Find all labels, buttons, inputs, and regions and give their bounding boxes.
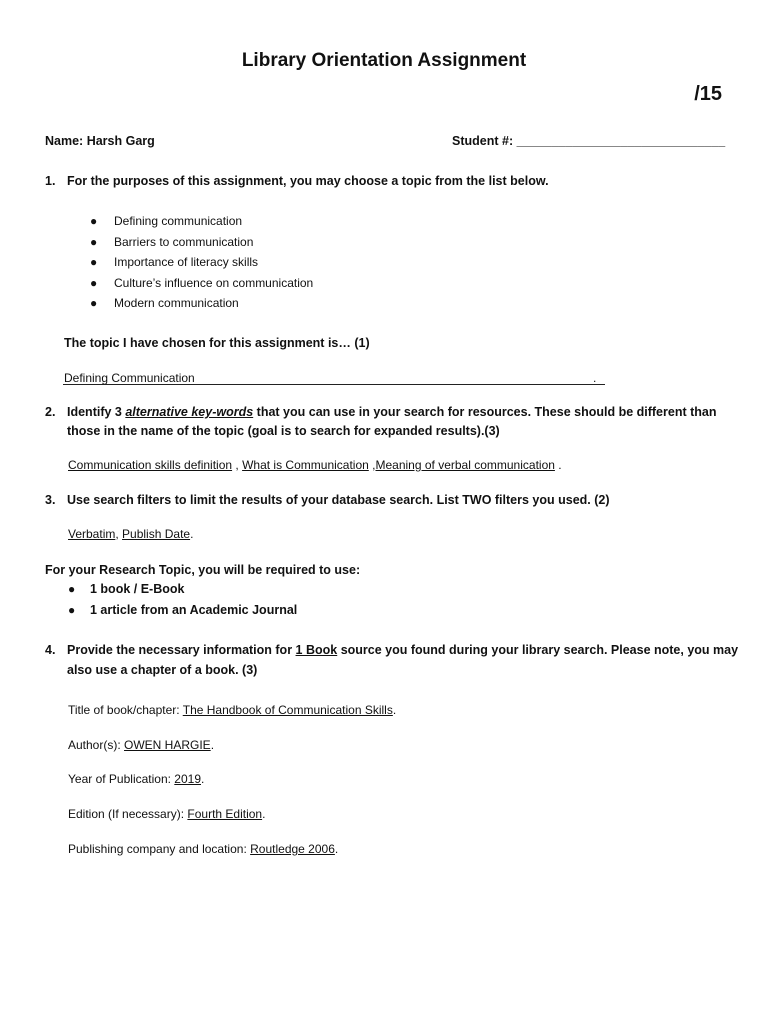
field-value: OWEN HARGIE [124, 738, 211, 752]
bullet-icon: ● [68, 603, 76, 617]
bullet-icon: ● [90, 255, 98, 269]
filter-answer: Publish Date [122, 527, 191, 541]
bullet-icon: ● [90, 276, 98, 290]
keyword-answer: What is Communication [242, 458, 369, 472]
list-item: ● Modern communication [90, 296, 239, 310]
bullet-icon: ● [90, 235, 98, 249]
list-item: ● Defining communication [90, 214, 243, 228]
question-number: 2. [45, 405, 56, 419]
bullet-icon: ● [68, 582, 76, 596]
topic-answer-end: . [593, 371, 597, 385]
topic-answer[interactable] [64, 371, 195, 385]
student-label: Student #: [452, 134, 514, 148]
answer-underline [63, 384, 605, 385]
field-edition[interactable]: Edition (If necessary): Fourth Edition. [68, 807, 266, 821]
field-value: Fourth Edition [187, 807, 263, 821]
field-authors[interactable]: Author(s): OWEN HARGIE. [68, 738, 215, 752]
field-label: Edition (If necessary): [68, 807, 188, 821]
question-1-text: For the purposes of this assignment, you may choose a topic from the list below. [67, 174, 549, 188]
filter-answer: Verbatim [68, 527, 116, 541]
field-label: Year of Publication: [68, 772, 175, 786]
question-1 [45, 174, 549, 188]
list-item: ● Barriers to communication [90, 235, 254, 249]
book-emphasis: 1 Book [295, 643, 338, 657]
question-3-text: Use search filters to limit the results of your database search. List TWO filters you used. (2) [67, 493, 610, 507]
field-label: Title of book/chapter: [68, 703, 183, 717]
question-number: 1. [45, 174, 56, 188]
list-item: ● Culture’s influence on communication [90, 276, 314, 290]
question-3 [45, 493, 610, 507]
question-number: 4. [45, 643, 56, 657]
keyword-emphasis: alternative key-words [125, 405, 254, 419]
student-number-blank[interactable]: ______________________________ [516, 134, 726, 148]
field-value: Routledge 2006 [250, 842, 335, 856]
filters-answer[interactable]: Verbatim, Publish Date. [68, 527, 194, 541]
page-title: Library Orientation Assignment [241, 50, 527, 71]
list-item: ● 1 article from an Academic Journal [68, 603, 298, 617]
field-title[interactable]: Title of book/chapter: The Handbook of Communication Skills. [68, 703, 397, 717]
requirements-intro: For your Research Topic, you will be required to use: [45, 563, 361, 577]
question-2: 2. Identify 3 alternative key-words that you can use in your search for resources. These should be different than [45, 405, 717, 419]
topic-answer-text: Defining Communication [64, 371, 195, 385]
topic-prompt: The topic I have chosen for this assignment is… (1) [64, 336, 370, 350]
field-publisher[interactable]: Publishing company and location: Routledge 2006. [68, 842, 339, 856]
field-year[interactable]: Year of Publication: 2019. [68, 772, 205, 786]
keyword-answer: Meaning of verbal communication [375, 458, 555, 472]
keyword-answer: Communication skills definition [68, 458, 233, 472]
field-label: Author(s): [68, 738, 125, 752]
field-label: Publishing company and location: [68, 842, 251, 856]
name-row [45, 134, 155, 148]
question-4-line2: also use a chapter of a book. (3) [67, 663, 258, 677]
student-row [452, 134, 725, 148]
question-4: 4. Provide the necessary information for 1 Book source you found during your library search. Please note, you may [45, 643, 739, 657]
question-2-line2: those in the name of the topic (goal is to search for expanded results).(3) [67, 424, 500, 438]
score-total: /15 [694, 83, 722, 105]
name-label: Name: [45, 134, 84, 148]
name-value[interactable]: Harsh Garg [86, 134, 155, 148]
bullet-icon: ● [90, 214, 98, 228]
field-value: 2019 [174, 772, 201, 786]
bullet-icon: ● [90, 296, 98, 310]
list-item: ● Importance of literacy skills [90, 255, 259, 269]
keywords-answer[interactable]: Communication skills definition , What is Communication ,Meaning of verbal communication . [68, 458, 562, 472]
list-item: ● 1 book / E-Book [68, 582, 185, 596]
field-value: The Handbook of Communication Skills [182, 703, 393, 717]
question-number: 3. [45, 493, 56, 507]
